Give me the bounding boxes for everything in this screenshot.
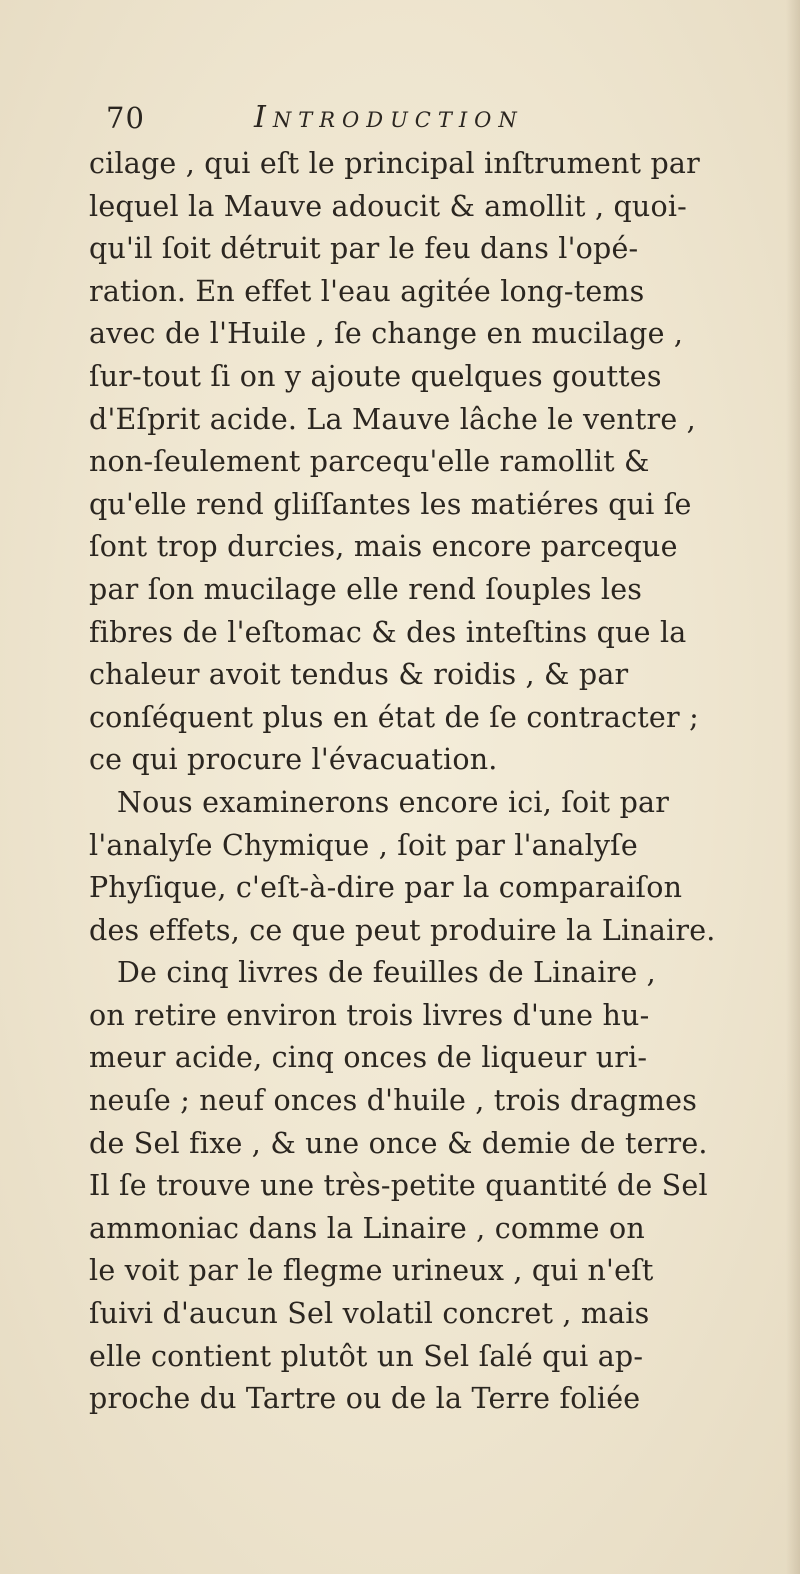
page-header	[106, 98, 666, 142]
text-line: qu'il ſoit détruit par le feu dans l'opé-	[89, 232, 639, 266]
text-line: chaleur avoit tendus & roidis , & par	[89, 658, 629, 692]
text-line: non-ſeulement parcequ'elle ramollit &	[89, 445, 650, 479]
text-line: neuſe ; neuf onces d'huile , trois dragmes	[89, 1084, 698, 1118]
text-line: Il ſe trouve une très-petite quantité de Sel	[89, 1169, 708, 1203]
text-line: proche du Tartre ou de la Terre foliée	[89, 1382, 641, 1416]
text-line: d'Eſprit acide. La Mauve lâche le ventre ,	[89, 402, 696, 436]
text-line: on retire environ trois livres d'une hu-	[89, 998, 650, 1032]
text-line: avec de l'Huile , ſe change en mucilage ,	[89, 317, 684, 351]
text-line: de Sel fixe , & une once & demie de terre.	[89, 1126, 708, 1160]
text-line: le voit par le flegme urineux , qui n'eſt	[89, 1254, 654, 1288]
text-line: ammoniac dans la Linaire , comme on	[89, 1211, 645, 1245]
text-line: elle contient plutôt un Sel ſalé qui ap-	[89, 1339, 644, 1373]
text-line: ce qui procure l'évacuation.	[89, 743, 498, 777]
text-line: qu'elle rend gliſſantes les matiéres qui ſe	[89, 487, 692, 521]
text-line: ſont trop durcies, mais encore parceque	[89, 530, 678, 564]
text-line: cilage , qui eſt le principal inſtrument par	[89, 147, 700, 180]
body-text	[89, 143, 769, 1421]
page-number: 70	[106, 101, 145, 135]
text-line: Phyſique, c'eſt-à-dire par la comparaiſon	[89, 871, 683, 905]
running-head: Introduction	[254, 100, 524, 135]
page-edge-shadow	[786, 0, 800, 1574]
text-line: des effets, ce que peut produire la Linaire.	[89, 913, 716, 947]
paragraph-start-line: Nous examinerons encore ici, ſoit par	[117, 785, 670, 819]
text-line: fibres de l'eſtomac & des inteſtins que la	[89, 615, 687, 649]
text-line: ſur-tout ſi on y ajoute quelques gouttes	[89, 359, 662, 393]
text-line: l'analyſe Chymique , ſoit par l'analyſe	[89, 828, 638, 862]
text-line: ration. En effet l'eau agitée long-tems	[89, 274, 645, 308]
text-line: lequel la Mauve adoucit & amollit , quoi-	[89, 189, 687, 223]
text-line: conſéquent plus en état de ſe contracter ;	[89, 700, 699, 734]
text-line: par ſon mucilage elle rend ſouples les	[89, 572, 643, 606]
text-line: ſuivi d'aucun Sel volatil concret , mais	[89, 1297, 650, 1331]
text-line: meur acide, cinq onces de liqueur uri-	[89, 1041, 648, 1075]
paragraph-start-line: De cinq livres de feuilles de Linaire ,	[117, 956, 656, 990]
